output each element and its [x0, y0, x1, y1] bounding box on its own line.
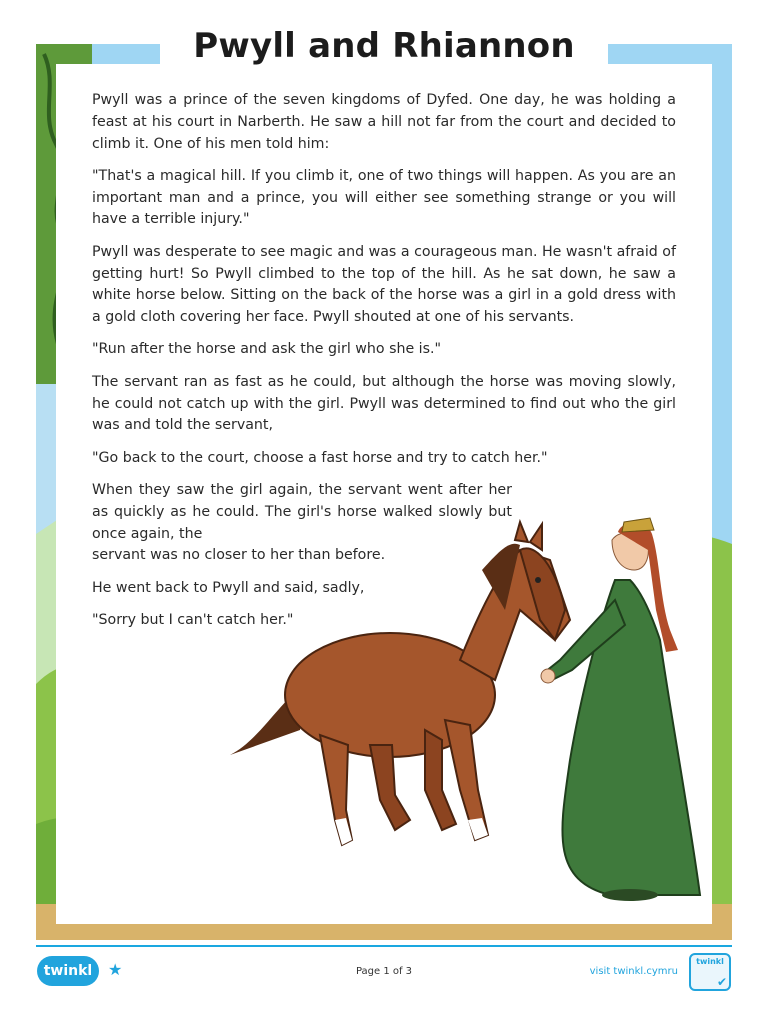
- paragraph: The servant ran as fast as he could, but although the horse was moving slowly, he could not catch up with the girl. Pwyll was determined to find out who the girl was and told the servant,: [92, 373, 676, 434]
- paragraph: Pwyll was desperate to see magic and was a courageous man. He wasn't afraid of getting hurt! So Pwyll climbed to the top of the hill. As he sat down, he saw a white horse below. Sitting on the back of the horse was a girl in a gold dress with a gold cloth covering her face. Pwyll shouted at one of his servants.: [92, 243, 676, 326]
- paragraph: "Sorry but I can't catch her.": [92, 611, 294, 628]
- check-icon: ✔: [716, 975, 727, 989]
- quality-badge-icon: [689, 953, 731, 991]
- paragraph: "Go back to the court, choose a fast horse and try to catch her.": [92, 449, 548, 466]
- twinkl-logo[interactable]: twinkl: [37, 956, 99, 986]
- paragraph: servant was no closer to her than before.: [92, 547, 386, 564]
- paragraph: "Run after the horse and ask the girl who she is.": [92, 341, 442, 358]
- paragraph: "That's a magical hill. If you climb it, one of two things will happen. As you are an important man and a prince, you will either see something strange or you will have a terrible injury.": [92, 167, 676, 228]
- page-title: Pwyll and Rhiannon: [193, 26, 575, 66]
- visit-link[interactable]: visit twinkl.cymru: [589, 966, 678, 977]
- page-number: Page 1 of 3: [355, 966, 413, 977]
- horse-and-girl-illustration: [220, 500, 732, 920]
- star-icon: ★: [108, 960, 123, 979]
- badge-label: twinkl: [696, 957, 724, 966]
- girl-illustration: [541, 518, 700, 901]
- footer-divider: [36, 945, 732, 947]
- paragraph: Pwyll was a prince of the seven kingdoms of Dyfed. One day, he was holding a feast at his court in Narberth. He saw a hill not far from the court and decided to climb it. One of his men told him:: [92, 92, 676, 152]
- paragraph: He went back to Pwyll and said, sadly,: [92, 579, 365, 596]
- paragraph: When they saw the girl again, the servant went after her as quickly as he could. The girl's horse walked slowly but once again, the: [92, 481, 512, 542]
- horse-illustration: [230, 522, 570, 845]
